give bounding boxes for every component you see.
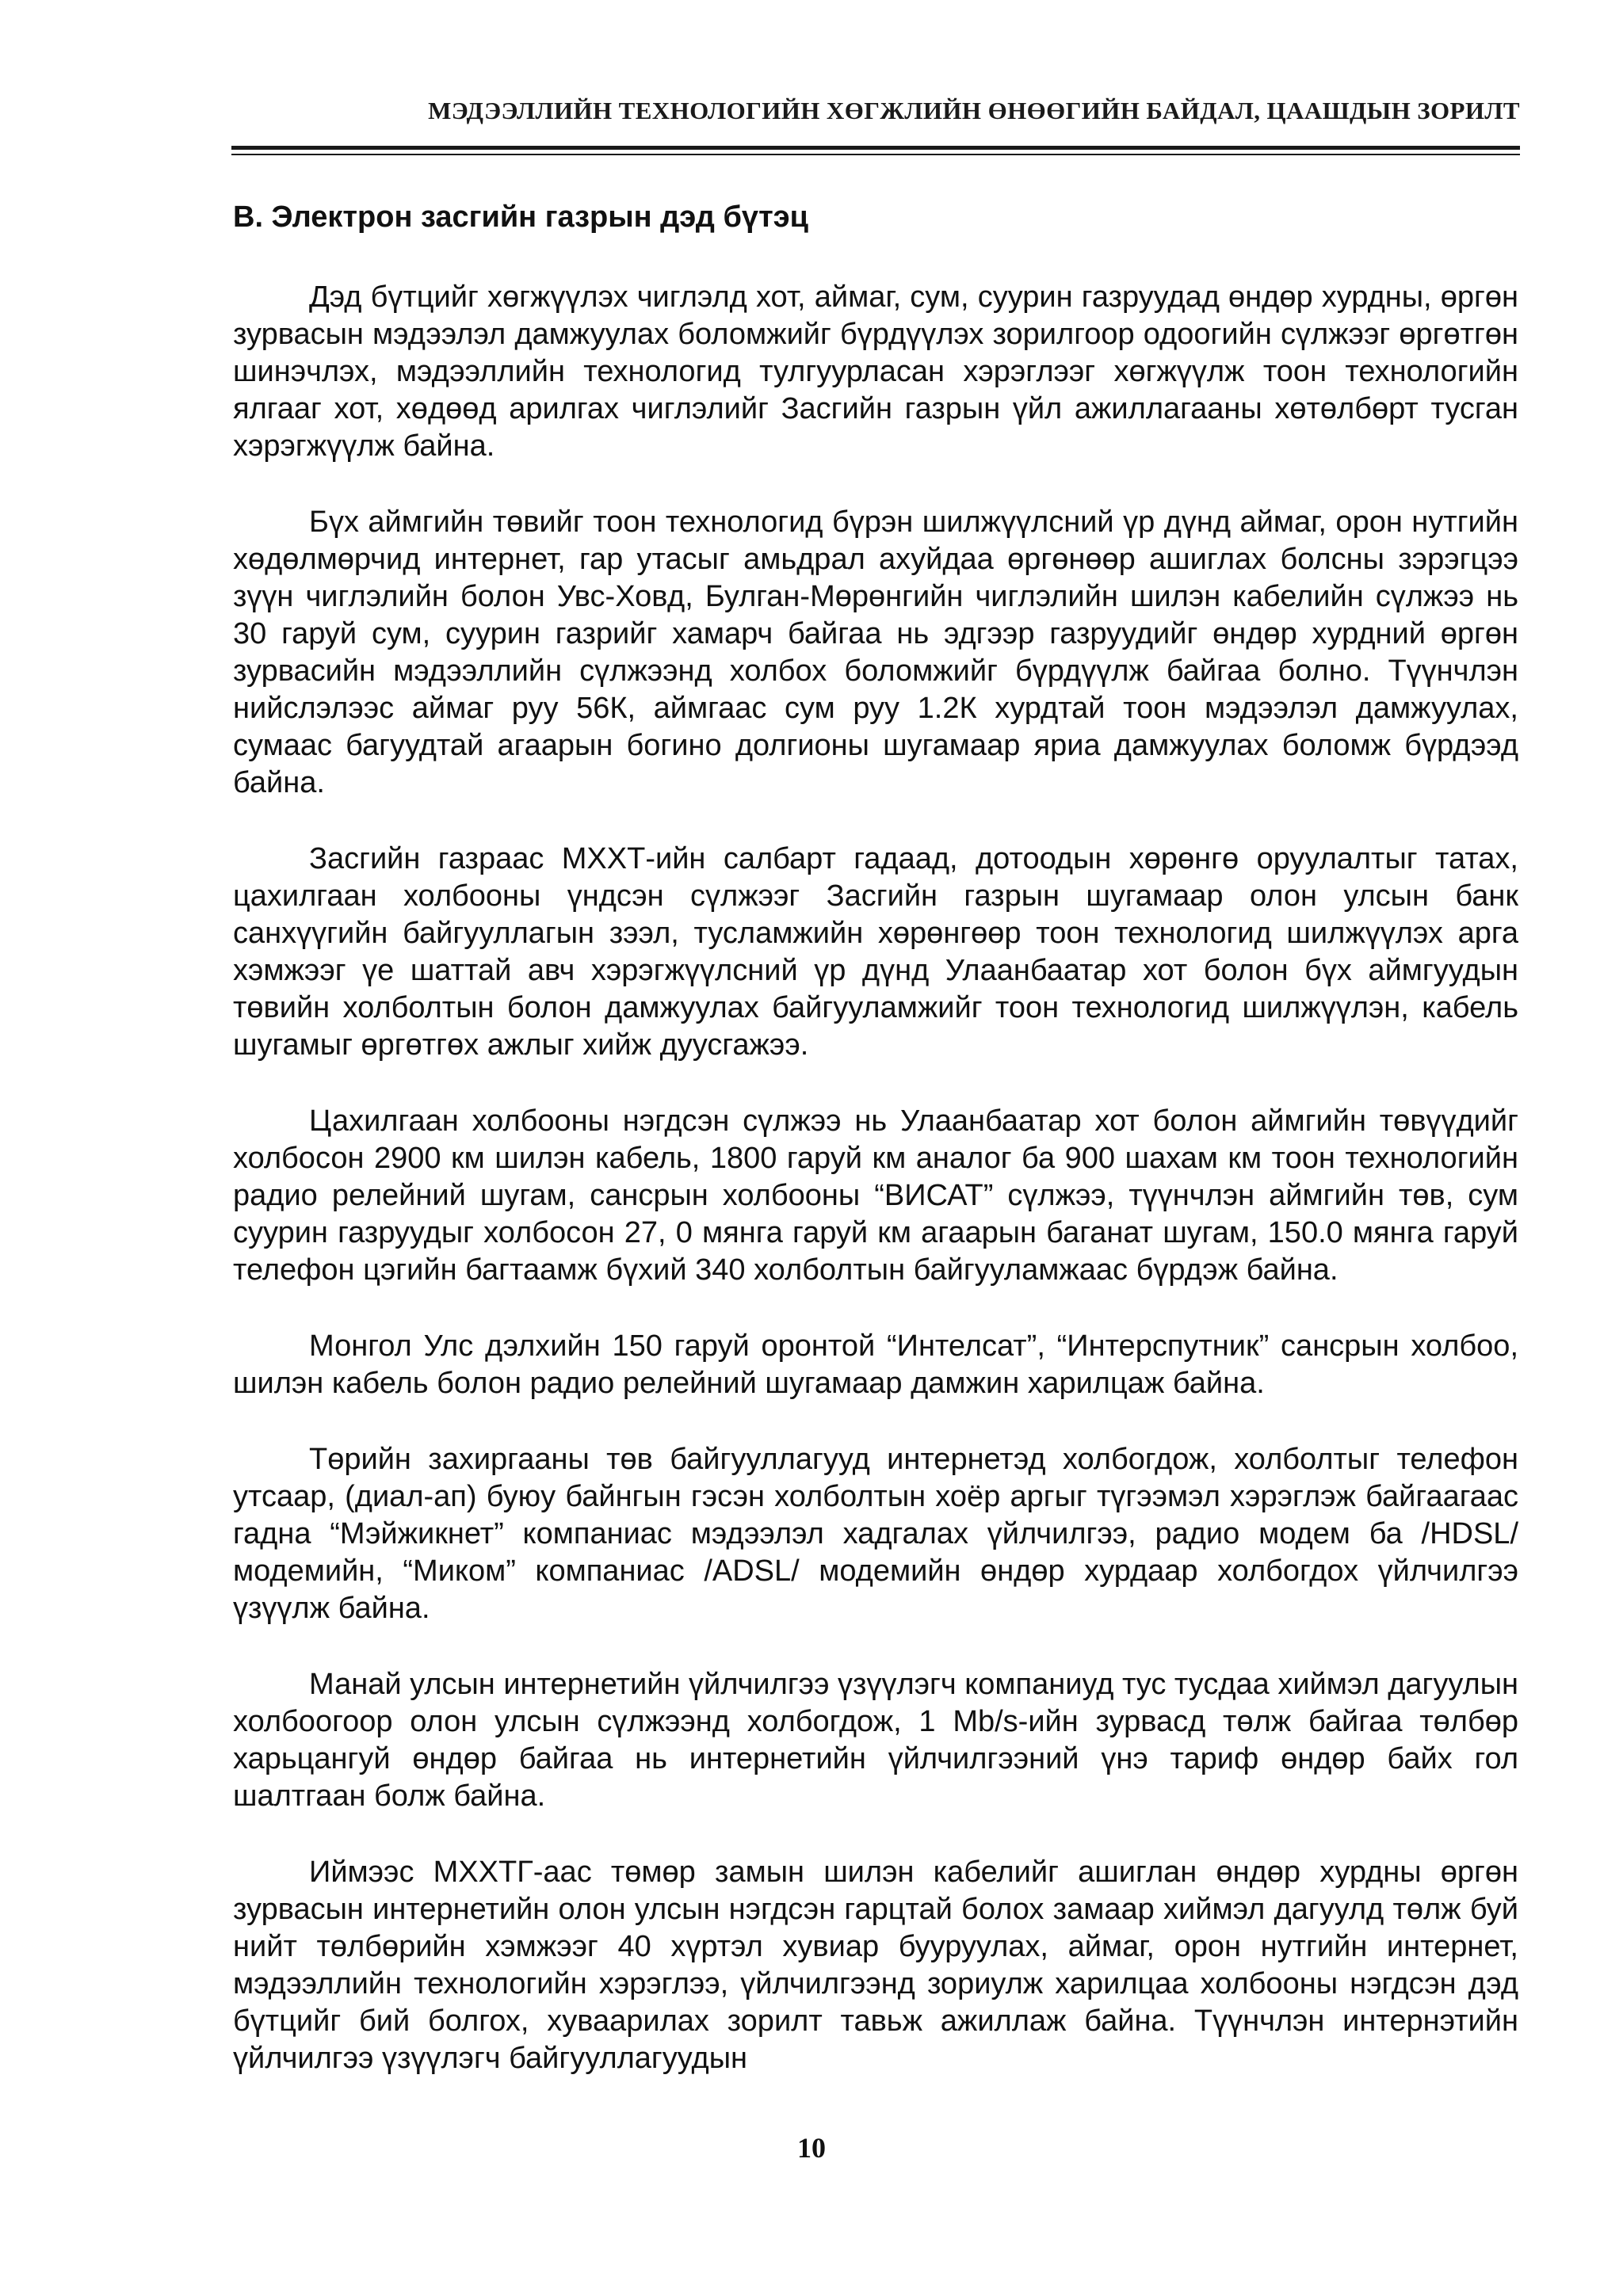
header-rule-thick xyxy=(231,146,1520,150)
paragraph-3: Засгийн газраас МХХТ-ийн салбарт гадаад, дотоодын хөрөнгө оруулалтыг татах, цахилгаан холбооны үндсэн сүлжээг Засгийн газрын шугамаар олон улсын банк санхүүгийн байгууллагын зээл, тусламжийн хөрөнгөөр тоон технологид шилжүүлэх арга хэмжээг үе шаттай авч хэрэгжүүлсний үр дүнд Улаанбаатар хот болон бүх аймгуудын төвийн холболтын болон дамжуулах байгууламжийг тоон технологид шилжүүлэн, кабель шугамыг өргөтгөх ажлыг хийж дуусгажээ. xyxy=(233,842,1518,1062)
paragraph-5: Монгол Улс дэлхийн 150 гаруй оронтой “Интелсат”, “Интерспутник” сансрын холбоо, шилэн кабель болон радио релейний шугамаар дамжин харилцаж байна. xyxy=(233,1329,1518,1400)
paragraph-2: Бүх аймгийн төвийг тоон технологид бүрэн шилжүүлсний үр дүнд аймаг, орон нутгийн хөдөлмөрчид интернет, гар утасыг амьдрал ахуйдаа өргөнөөр ашиглах болсны зэрэгцээ зүүн чиглэлийн болон Увс-Ховд, Булган-Мөрөнгийн чиглэлийн шилэн кабелийн сүлжээ нь 30 гаруй сум, суурин газрийг хамарч байгаа нь эдгээр газруудийг өндөр хурдний өргөн зурвасийн мэдээллийн сүлжээнд холбох боломжийг бүрдүүлж байгаа болно. Түүнчлэн нийслэлээс аймаг руу 56К, аймгаас сум руу 1.2К хурдтай тоон мэдээлэл дамжуулах, сумаас багуудтай агаарын богино долгионы шугамаар яриа дамжуулах боломж бүрдээд байна. xyxy=(233,505,1518,799)
running-header: МЭДЭЭЛЛИЙН ТЕХНОЛОГИЙН ХӨГЖЛИЙН ӨНӨӨГИЙН БАЙДАЛ, ЦААШДЫН ЗОРИЛТ xyxy=(428,97,1520,124)
paragraph-4: Цахилгаан холбооны нэгдсэн сүлжээ нь Улаанбаатар хот болон аймгийн төвүүдийг холбосон 2900 км шилэн кабель, 1800 гаруй км аналог ба 900 шахам км тоон технологийн радио релейний шугам, сансрын холбооны “ВИСАТ” сүлжээ, түүнчлэн аймгийн төв, сум суурин газруудыг холбосон 27, 0 мянга гаруй км агаарын баганат шугам, 150.0 мянга гаруй телефон цэгийн багтаамж бүхий 340 холболтын байгууламжаас бүрдэж байна. xyxy=(233,1104,1518,1287)
section-heading: B. Электрон засгийн газрын дэд бүтэц xyxy=(233,200,809,234)
paragraph-8: Иймээс МХХТГ-аас төмөр замын шилэн кабелийг ашиглан өндөр хурдны өргөн зурвасын интернетийн олон улсын нэгдсэн гарцтай болох замаар хиймэл дагуулд төлж буй нийт төлбөрийн хэмжээг 40 хүртэл хувиар бууруулах, аймаг, орон нутгийн интернет, мэдээллийн технологийн хэрэглээ, үйлчилгээнд зориулж харилцаа холбооны нэгдсэн дэд бүтцийг бий болгох, хуваарилах зорилт тавьж ажиллаж байна. Түүнчлэн интернэтийн үйлчилгээ үзүүлэгч байгууллагуудын xyxy=(233,1855,1518,2075)
paragraph-7: Манай улсын интернетийн үйлчилгээ үзүүлэгч компаниуд тус тусдаа хиймэл дагуулын холбоогоор олон улсын сүлжээнд холбогдож, 1 Mb/s-ийн зурвасд төлж байгаа төлбөр харьцангуй өндөр байгаа нь интернетийн үйлчилгээний үнэ тариф өндөр байх гол шалтгаан болж байна. xyxy=(233,1668,1518,1813)
paragraph-1: Дэд бүтцийг хөгжүүлэх чиглэлд хот, аймаг, сум, суурин газруудад өндөр хурдны, өргөн зурвасын мэдээлэл дамжуулах боломжийг бүрдүүлэх зорилгоор одоогийн сүлжээг өргөтгөн шинэчлэх, мэдээллийн технологид тулгуурласан хэрэглээг хөгжүүлж тоон технологийн ялгааг хот, хөдөөд арилгах чиглэлийг Засгийн газрын үйл ажиллагааны хөтөлбөрт тусган хэрэгжүүлж байна. xyxy=(233,280,1518,463)
page-number: 10 xyxy=(797,2132,826,2164)
paragraph-6: Төрийн захиргааны төв байгууллагууд интернетэд холбогдож, холболтыг телефон утсаар, (диал-ап) буюу байнгын гэсэн холболтын хоёр аргыг түгээмэл хэрэглэж байгаагаас гадна “Мэйжикнет” компаниас мэдээлэл хадгалах үйлчилгээ, радио модем ба /HDSL/ модемийн, “Миком” компаниас /ADSL/ модемийн өндөр хурдаар холбогдох үйлчилгээ үзүүлж байна. xyxy=(233,1443,1518,1625)
header-rule-thin xyxy=(231,154,1520,155)
body-content xyxy=(233,198,1518,2116)
